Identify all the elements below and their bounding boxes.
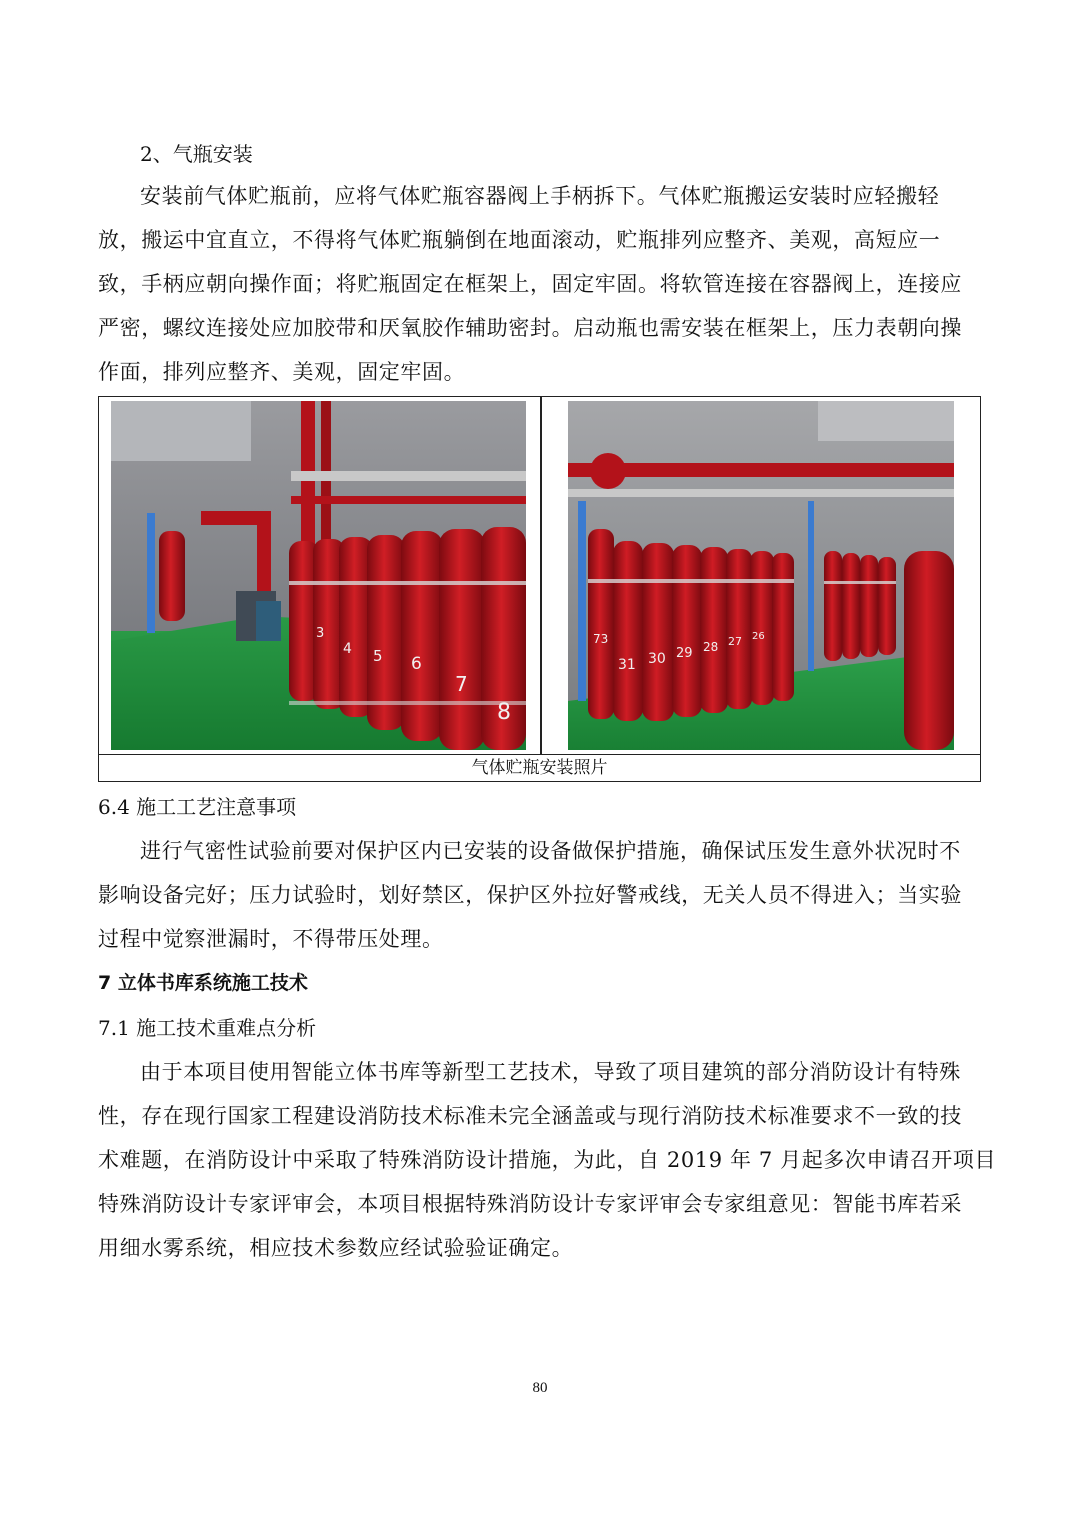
paragraph-line: 影响设备完好；压力试验时，划好禁区，保护区外拉好警戒线，无关人员不得进入；当实验 xyxy=(98,883,962,907)
photo-right-gas-cylinders xyxy=(568,401,954,750)
paragraph-line: 用细水雾系统，相应技术参数应经试验验证确定。 xyxy=(98,1236,574,1260)
cylinder-number: 4 xyxy=(343,641,352,657)
section-heading-7: 7 立体书库系统施工技术 xyxy=(98,972,308,994)
paragraph-line: 特殊消防设计专家评审会，本项目根据特殊消防设计专家评审会专家组意见：智能书库若采 xyxy=(98,1192,962,1216)
cylinder-number: 5 xyxy=(373,647,383,665)
paragraph-line: 严密，螺纹连接处应加胶带和厌氧胶作辅助密封。启动瓶也需安装在框架上，压力表朝向操 xyxy=(98,316,962,340)
figure-table xyxy=(98,396,981,782)
gas-cylinder-photo-icon xyxy=(568,401,954,750)
cylinder-number: 29 xyxy=(676,646,693,661)
cylinder-number: 27 xyxy=(728,635,742,648)
photo-left-gas-cylinders xyxy=(111,401,526,750)
cylinder-number: 26 xyxy=(752,631,765,642)
paragraph-line: 由于本项目使用智能立体书库等新型工艺技术，导致了项目建筑的部分消防设计有特殊 xyxy=(140,1060,961,1084)
paragraph-line: 作面，排列应整齐、美观，固定牢固。 xyxy=(98,360,466,384)
paragraph-line: 致，手柄应朝向操作面；将贮瓶固定在框架上，固定牢固。将软管连接在容器阀上，连接应 xyxy=(98,272,962,296)
cylinder-number: 30 xyxy=(648,651,666,667)
section-heading-6-4: 6.4 施工工艺注意事项 xyxy=(98,795,297,819)
gas-cylinder-photo-icon xyxy=(111,401,526,750)
cylinder-number: 31 xyxy=(618,657,636,673)
figure-divider xyxy=(540,397,542,754)
cylinder-number: 6 xyxy=(411,654,422,674)
paragraph-line: 术难题，在消防设计中采取了特殊消防设计措施，为此，自 2019 年 7 月起多次申请召开项目 xyxy=(98,1148,997,1172)
cylinder-number: 73 xyxy=(593,632,609,646)
paragraph-line: 安装前气体贮瓶前，应将气体贮瓶容器阀上手柄拆下。气体贮瓶搬运安装时应轻搬轻 xyxy=(140,184,940,208)
section-heading-7-1: 7.1 施工技术重难点分析 xyxy=(98,1016,317,1040)
cylinder-number: 28 xyxy=(703,640,719,654)
paragraph-line: 放，搬运中宜直立，不得将气体贮瓶躺倒在地面滚动，贮瓶排列应整齐、美观，高短应一 xyxy=(98,228,941,252)
paragraph-line: 进行气密性试验前要对保护区内已安装的设备做保护措施，确保试压发生意外状况时不 xyxy=(140,839,961,863)
cylinder-number: 7 xyxy=(455,672,468,696)
figure-caption: 气体贮瓶安装照片 xyxy=(99,754,980,782)
section-heading-cylinder-installation: 2、气瓶安装 xyxy=(140,142,253,166)
paragraph-line: 过程中觉察泄漏时，不得带压处理。 xyxy=(98,927,444,951)
paragraph-line: 性，存在现行国家工程建设消防技术标准未完全涵盖或与现行消防技术标准要求不一致的技 xyxy=(98,1104,962,1128)
page-number: 80 xyxy=(532,1380,548,1396)
cylinder-number: 8 xyxy=(497,700,511,725)
cylinder-number: 3 xyxy=(316,626,325,641)
